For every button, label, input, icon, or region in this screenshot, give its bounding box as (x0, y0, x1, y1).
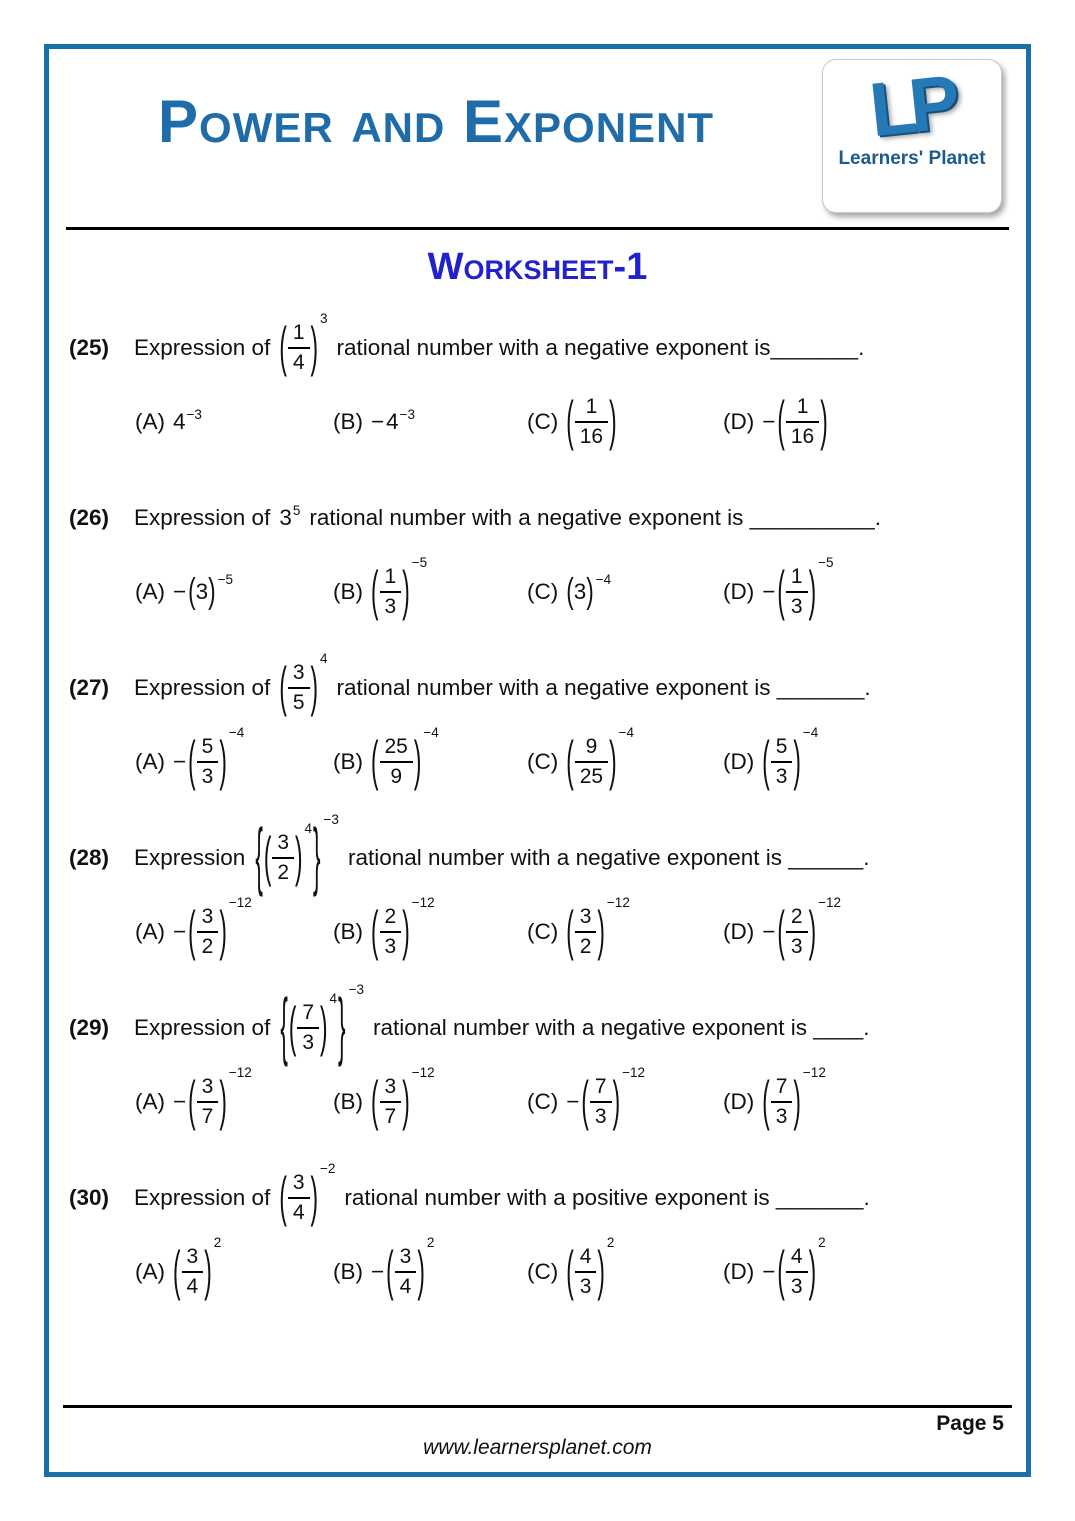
question-text-pre: Expression of (134, 675, 271, 700)
question-stem (69, 812, 1010, 898)
option-math (566, 1065, 645, 1131)
option-math (566, 1235, 615, 1301)
math-expression: ( $\frac{3}{7}$ ) −12 (371, 1065, 435, 1131)
question-number: (30) (69, 1185, 110, 1210)
question-stem (69, 311, 1010, 377)
option-math (762, 895, 841, 961)
option-math (762, 1065, 826, 1131)
fraction: $\frac{3}{2}$ (196, 904, 220, 959)
math-expression: ( $\frac{3}{4}$ ) 2 (173, 1235, 222, 1301)
fraction: $\frac{4}{3}$ (785, 1244, 809, 1299)
math-expression: { ( $\frac{7}{3}$ ) 4 } −3 (280, 982, 364, 1068)
question-text-pre: Expression (134, 845, 246, 870)
math-expression: − ( $\frac{7}{3}$ ) −12 (566, 1065, 645, 1131)
fraction: $\frac{1}{16}$ (785, 394, 820, 449)
math-expression: − ( $\frac{4}{3}$ ) 2 (762, 1235, 826, 1301)
option-b (333, 409, 527, 435)
option-a (135, 1065, 333, 1131)
option-d (723, 555, 1010, 621)
question-math (279, 982, 364, 1068)
option-label: (B) (333, 1259, 363, 1284)
option-label: (B) (333, 579, 363, 604)
option-math (371, 895, 435, 961)
math-expression: − ( $\frac{1}{3}$ ) −5 (762, 555, 834, 621)
fraction: $\frac{2}{3}$ (785, 904, 809, 959)
option-math (566, 571, 612, 611)
math-expression: ( $\frac{1}{4}$ ) 3 (279, 311, 328, 377)
option-math (566, 725, 634, 791)
option-b (333, 725, 527, 791)
option-c (527, 1235, 723, 1301)
option-c (527, 1065, 723, 1131)
question-stem (69, 1161, 1010, 1227)
option-label: (B) (333, 749, 363, 774)
question-number: (29) (69, 1015, 110, 1040)
question-math (279, 505, 300, 531)
page-header (63, 49, 1012, 227)
option-a (135, 571, 333, 611)
math-expression: 3 5 (279, 503, 301, 530)
option-label: (B) (333, 409, 363, 434)
option-d (723, 1235, 1010, 1301)
question-math (279, 1161, 336, 1227)
option-math (566, 895, 630, 961)
math-expression: ( $\frac{9}{25}$ ) −4 (566, 725, 634, 791)
option-c (527, 725, 723, 791)
option-a (135, 409, 333, 435)
fraction: $\frac{3}{7}$ (196, 1074, 220, 1129)
question-text-pre: Expression of (134, 335, 271, 360)
question-text-post: rational number with a negative exponent is ______. (347, 845, 870, 870)
option-label: (A) (135, 749, 165, 774)
fraction: $\frac{9}{25}$ (574, 734, 609, 789)
option-a (135, 895, 333, 961)
question-math (279, 651, 328, 717)
question-text-pre: Expression of (134, 505, 271, 530)
option-d (723, 725, 1010, 791)
question-stem (69, 651, 1010, 717)
fraction: $\frac{7}{3}$ (296, 1000, 320, 1055)
fraction: $\frac{3}{4}$ (394, 1244, 418, 1299)
question-stem (69, 982, 1010, 1068)
option-c (527, 571, 723, 611)
option-math (173, 571, 234, 611)
option-label: (D) (723, 1089, 755, 1114)
option-label: (D) (723, 579, 755, 604)
lp-logo-icon: LP (866, 59, 958, 154)
option-label: (B) (333, 1089, 363, 1114)
page-title: Power and Exponent (158, 88, 715, 155)
page-number: Page 5 (936, 1412, 1004, 1435)
math-expression: ( $\frac{7}{3}$ ) −12 (762, 1065, 826, 1131)
fraction: $\frac{5}{3}$ (196, 734, 220, 789)
option-label: (D) (723, 1259, 755, 1284)
option-math (173, 1235, 222, 1301)
math-expression: 4 −3 (173, 407, 202, 434)
option-d (723, 1065, 1010, 1131)
question-math (279, 311, 328, 377)
math-expression: − ( $\frac{2}{3}$ ) −12 (762, 895, 841, 961)
math-expression: − ( $\frac{5}{3}$ ) −4 (173, 725, 245, 791)
fraction: $\frac{7}{3}$ (589, 1074, 613, 1129)
option-math (762, 725, 819, 791)
question-text-pre: Expression of (134, 1185, 271, 1210)
option-label: (A) (135, 579, 165, 604)
option-math (173, 409, 202, 435)
option-label: (C) (527, 1089, 559, 1114)
option-math (762, 555, 834, 621)
math-expression: ( $\frac{3}{5}$ ) 4 (279, 651, 328, 717)
fraction: $\frac{1}{4}$ (287, 320, 311, 375)
option-math (173, 895, 252, 961)
options-row (69, 389, 1010, 455)
question-block-26 (69, 489, 1010, 625)
math-expression: ( $\frac{5}{3}$ ) −4 (762, 725, 819, 791)
math-expression: ( $\frac{25}{9}$ ) −4 (371, 725, 439, 791)
option-math (762, 389, 828, 451)
option-label: (D) (723, 919, 755, 944)
page-frame (44, 44, 1031, 1477)
fraction: $\frac{7}{3}$ (770, 1074, 794, 1129)
math-expression: ( $\frac{2}{3}$ ) −12 (371, 895, 435, 961)
question-block-28 (69, 812, 1010, 965)
option-math (371, 1065, 435, 1131)
fraction: $\frac{1}{16}$ (574, 394, 609, 449)
question-block-27 (69, 651, 1010, 795)
option-math (566, 389, 617, 451)
math-expression: ( $\frac{3}{4}$ ) −2 (279, 1161, 336, 1227)
math-expression: − 4 −3 (371, 407, 416, 434)
options-row (69, 1235, 1010, 1305)
fraction: $\frac{3}{2}$ (271, 830, 295, 885)
header-divider (66, 227, 1009, 230)
question-block-25 (69, 311, 1010, 455)
math-expression: − ( 3 ) −5 (173, 571, 234, 611)
math-expression: − ( $\frac{1}{16}$ ) (762, 389, 828, 451)
question-number: (25) (69, 335, 110, 360)
option-label: (A) (135, 1089, 165, 1114)
learners-planet-logo (822, 59, 1002, 213)
options-row (69, 725, 1010, 795)
option-label: (C) (527, 409, 559, 434)
question-block-30 (69, 1161, 1010, 1305)
question-number: (28) (69, 845, 110, 870)
fraction: $\frac{4}{3}$ (574, 1244, 598, 1299)
option-label: (D) (723, 409, 755, 434)
website-url: www.learnersplanet.com (423, 1436, 652, 1459)
math-expression: ( $\frac{1}{16}$ ) (566, 389, 617, 451)
math-expression: ( $\frac{4}{3}$ ) 2 (566, 1235, 615, 1301)
option-math (371, 725, 439, 791)
option-label: (C) (527, 749, 559, 774)
fraction: $\frac{3}{7}$ (379, 1074, 403, 1129)
options-row (69, 895, 1010, 965)
question-text-post: rational number with a negative exponent is _______. (336, 675, 871, 700)
math-expression: − ( $\frac{3}{4}$ ) 2 (371, 1235, 435, 1301)
option-a (135, 725, 333, 791)
options-row (69, 555, 1010, 625)
math-expression: − ( $\frac{3}{7}$ ) −12 (173, 1065, 252, 1131)
option-label: (C) (527, 579, 559, 604)
fraction: $\frac{5}{3}$ (770, 734, 794, 789)
option-label: (C) (527, 1259, 559, 1284)
option-math (371, 409, 415, 435)
option-math (762, 1235, 826, 1301)
option-math (371, 555, 428, 621)
option-b (333, 895, 527, 961)
question-block-29 (69, 982, 1010, 1135)
question-text-post: rational number with a negative exponent is __________. (309, 505, 882, 530)
option-label: (A) (135, 919, 165, 944)
question-text-post: rational number with a positive exponent is _______. (344, 1185, 870, 1210)
option-a (135, 1235, 333, 1301)
math-expression: ( $\frac{1}{3}$ ) −5 (371, 555, 428, 621)
math-expression: − ( $\frac{3}{2}$ ) −12 (173, 895, 252, 961)
option-label: (A) (135, 1259, 165, 1284)
option-math (173, 1065, 252, 1131)
question-math (254, 812, 339, 898)
question-text-post: rational number with a negative exponent is ____. (372, 1015, 870, 1040)
question-number: (26) (69, 505, 110, 530)
option-c (527, 895, 723, 961)
option-c (527, 389, 723, 451)
math-expression: { ( $\frac{3}{2}$ ) 4 } −3 (255, 812, 339, 898)
option-label: (C) (527, 919, 559, 944)
math-expression: ( 3 ) −4 (566, 571, 612, 611)
option-label: (A) (135, 409, 165, 434)
option-b (333, 1235, 527, 1301)
option-label: (B) (333, 919, 363, 944)
question-text-post: rational number with a negative exponent is_______. (336, 335, 865, 360)
option-b (333, 1065, 527, 1131)
question-number: (27) (69, 675, 110, 700)
fraction: $\frac{3}{2}$ (574, 904, 598, 959)
fraction: $\frac{3}{4}$ (287, 1170, 311, 1225)
worksheet-title: Worksheet-1 (427, 246, 648, 288)
fraction: $\frac{3}{4}$ (181, 1244, 205, 1299)
option-label: (D) (723, 749, 755, 774)
options-row (69, 1065, 1010, 1135)
fraction: $\frac{2}{3}$ (379, 904, 403, 959)
page-content (49, 49, 1026, 1472)
option-math (371, 1235, 435, 1301)
option-math (173, 725, 245, 791)
logo-brand-name: Learners' Planet (838, 148, 986, 170)
fraction: $\frac{1}{3}$ (379, 564, 403, 619)
fraction: $\frac{1}{3}$ (785, 564, 809, 619)
footer-divider (63, 1405, 1012, 1408)
math-expression: ( $\frac{3}{2}$ ) −12 (566, 895, 630, 961)
question-text-pre: Expression of (134, 1015, 271, 1040)
option-d (723, 389, 1010, 451)
option-d (723, 895, 1010, 961)
question-stem (69, 489, 1010, 547)
fraction: $\frac{25}{9}$ (379, 734, 414, 789)
option-b (333, 555, 527, 621)
fraction: $\frac{3}{5}$ (287, 660, 311, 715)
